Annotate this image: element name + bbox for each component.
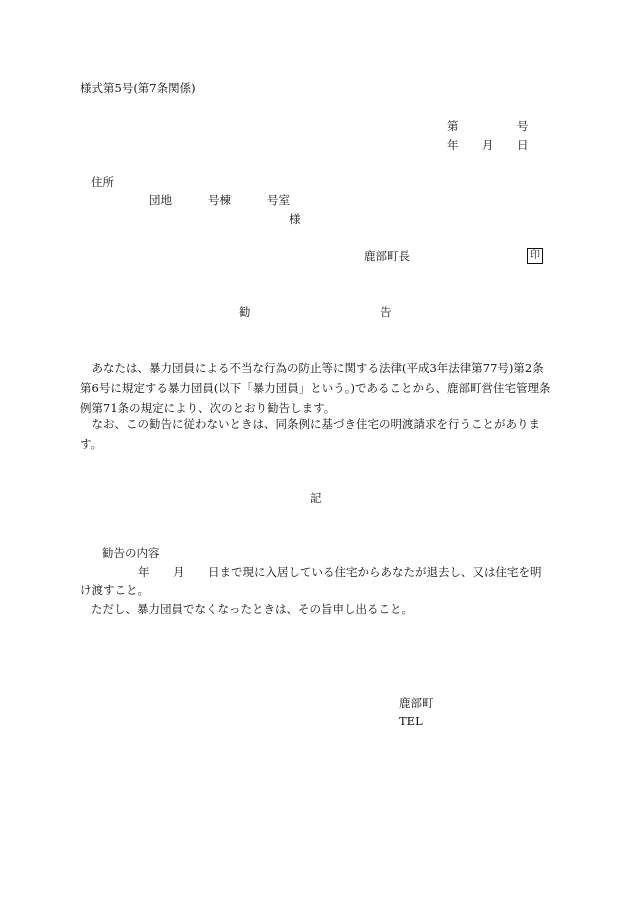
content-line-2: け渡すこと。 (80, 583, 149, 597)
ki-heading: 記 (310, 491, 322, 505)
seal-mark: 印 (527, 248, 543, 264)
sender-title: 鹿部町長 (364, 249, 410, 263)
address-danchi: 団地 (149, 193, 172, 207)
ref-go: 号 (517, 119, 529, 133)
content-month: 月 (173, 565, 185, 579)
ref-dai: 第 (447, 119, 459, 133)
content-year: 年 (138, 565, 150, 579)
address-goshitsu: 号室 (267, 193, 290, 207)
addressee-sama: 様 (289, 212, 301, 226)
heading-char-2: 告 (380, 305, 392, 319)
content-label: 勧告の内容 (102, 546, 160, 560)
content-line-1-rest: 日まで現に入居している住宅からあなたが退去し、又は住宅を明 (208, 565, 542, 579)
content-line-3: ただし、暴力団員でなくなったときは、その旨申し出ること。 (91, 602, 413, 616)
address-label: 住所 (91, 175, 114, 189)
body-paragraph-1: あなたは、暴力団員による不当な行為の防止等に関する法律(平成3年法律第77号)第2条第6号に規定する暴力団員(以下「暴力団員」という。)であることから、鹿部町営住宅管理条例第71条の規定により、次のとおり勧告します。 (80, 361, 551, 415)
date-day: 日 (517, 138, 529, 152)
address-goto: 号棟 (208, 193, 231, 207)
heading-char-1: 勧 (239, 305, 251, 319)
footer-office: 鹿部町 (399, 696, 434, 710)
form-label: 様式第5号(第7条関係) (80, 81, 196, 95)
date-year: 年 (447, 138, 459, 152)
body-paragraph-2: なお、この勧告に従わないときは、同条例に基づき住宅の明渡請求を行うことがあります。 (80, 417, 540, 451)
footer-tel: TEL (399, 714, 423, 728)
date-month: 月 (482, 138, 494, 152)
